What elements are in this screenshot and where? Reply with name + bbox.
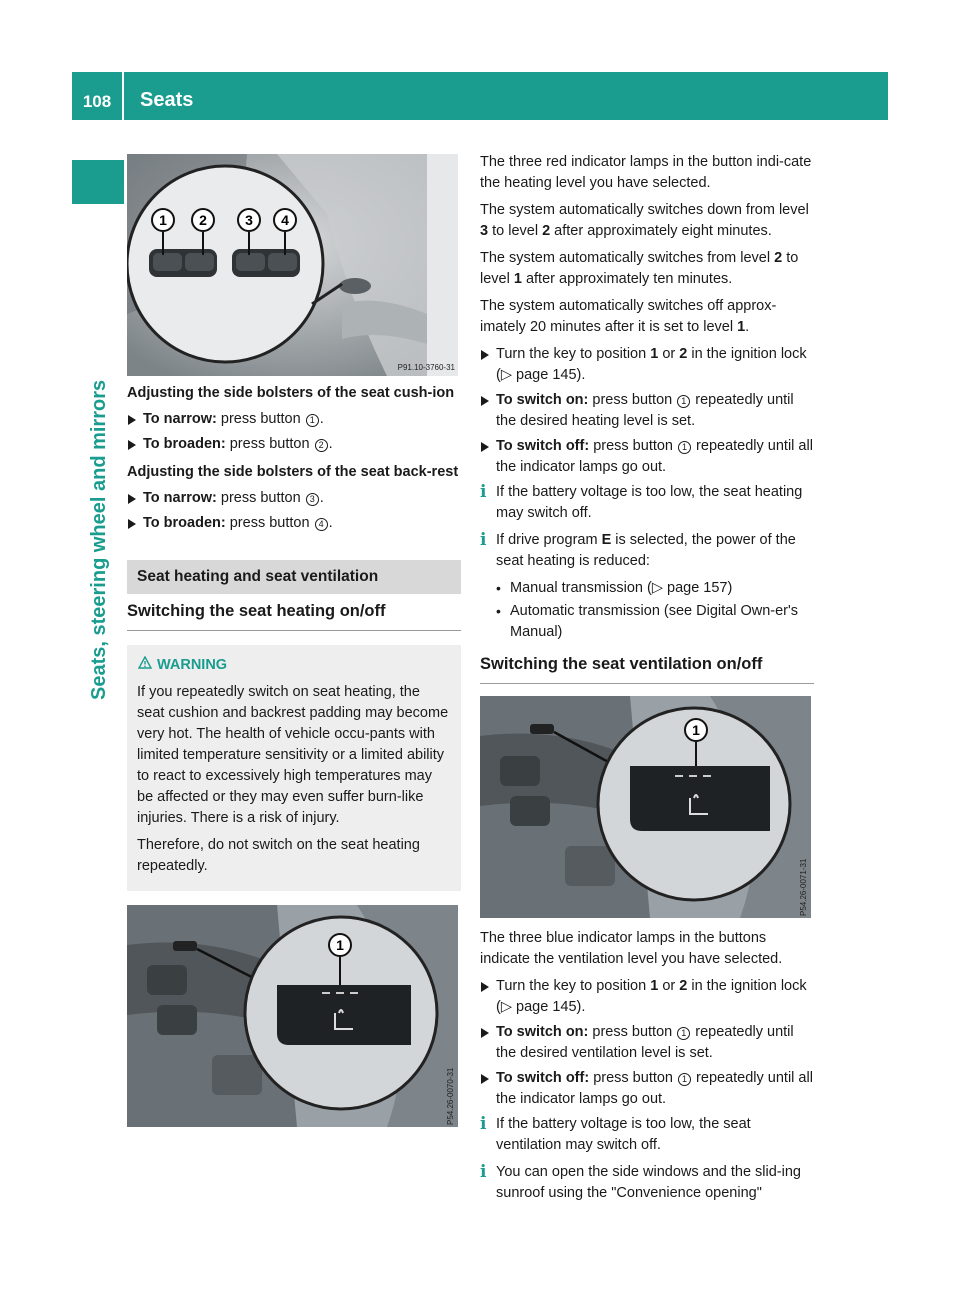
callout-4: 4 <box>281 212 289 228</box>
side-chapter-label: Seats, steering wheel and mirrors <box>88 379 110 700</box>
warning-triangle-icon <box>137 655 153 676</box>
warning-title: WARNING <box>137 655 451 676</box>
step-heating-off: To switch off: press button 1 repeatedly until all the indicator lamps go out. <box>480 436 814 478</box>
warning-text-2: Therefore, do not switch on the seat heating repeatedly. <box>137 837 420 875</box>
figure-seat-bolster-buttons <box>127 154 458 376</box>
left-column <box>127 154 461 1127</box>
step-vent-turn-key: Turn the key to position 1 or 2 in the ignition lock (▷ page 145). <box>480 976 814 1018</box>
callout-1: 1 <box>692 722 700 739</box>
info-icon: i <box>480 1162 487 1183</box>
cushion-heading: Adjusting the side bolsters of the seat cush-ion <box>127 385 455 401</box>
callout-1: 1 <box>336 937 344 954</box>
step-turn-key: Turn the key to position 1 or 2 in the ignition lock (▷ page 145). <box>480 344 814 386</box>
subsection-heating-heading: Switching the seat heating on/off <box>127 600 461 631</box>
right-column <box>480 152 814 1210</box>
figure-code: P91.10-3760-31 <box>397 363 455 372</box>
heating-indicator-text: The three red indicator lamps in the button indi-cate the heating level you have selected. <box>480 154 812 192</box>
step-backrest-narrow: To narrow: press button 3 . <box>127 488 461 509</box>
info-battery-ventilation: i If the battery voltage is too low, the seat ventilation may switch off. <box>480 1114 751 1154</box>
step-vent-on: To switch on: press button 1 repeatedly until the desired ventilation level is set. <box>480 1022 814 1064</box>
subsection-ventilation-heading: Switching the seat ventilation on/off <box>480 653 814 684</box>
ventilation-indicator-text: The three blue indicator lamps in the buttons indicate the ventilation level you have selected. <box>480 930 783 968</box>
figure-seat-ventilation-button <box>480 696 811 918</box>
step-cushion-broaden: To broaden: press button 2 . <box>127 434 461 455</box>
warning-box <box>127 645 461 891</box>
info-icon: i <box>480 530 487 551</box>
info-icon: i <box>480 482 487 503</box>
arrow-reference-icon: ▷ <box>651 580 663 597</box>
figure-code: P54.26-0071-31 <box>799 858 808 917</box>
callout-3: 3 <box>245 212 253 228</box>
step-heating-on: To switch on: press button 1 repeatedly until the desired heating level is set. <box>480 390 814 432</box>
warning-text-1: If you repeatedly switch on seat heating, the seat cushion and backrest padding may become very hot. The health of vehicle occu-pants with limited temperature sensitivity or a limited ability to react to excessively high temperatures may be affected or they may even suffer burn-like injuries. There is a risk of injury. <box>137 684 449 827</box>
callout-2: 2 <box>199 212 207 228</box>
figure-seat-heating-button <box>127 905 458 1127</box>
list-item-manual: • Manual transmission (▷ page 157) <box>480 578 814 599</box>
page-title: Seats <box>140 89 194 111</box>
page-number: 108 <box>72 72 124 120</box>
header-bar <box>72 72 888 120</box>
info-drive-program: i If drive program E is selected, the power of the seat heating is reduced: <box>480 530 796 570</box>
info-convenience-opening: i You can open the side windows and the slid-ing sunroof using the "Convenience opening" <box>480 1162 801 1202</box>
step-cushion-narrow: To narrow: press button 1 . <box>127 409 461 430</box>
heating-switch-level-text: The system automatically switches from level 2 to level 1 after approximately ten minutes. <box>480 250 799 288</box>
list-item-automatic: • Automatic transmission (see Digital Own-er's Manual) <box>480 601 814 643</box>
arrow-reference-icon: ▷ <box>500 367 512 384</box>
side-tab-marker <box>72 160 124 204</box>
heating-switch-off-text: The system automatically switches off approx-imately 20 minutes after it is set to level 1. <box>480 298 777 336</box>
step-backrest-broaden: To broaden: press button 4 . <box>127 513 461 534</box>
arrow-reference-icon: ▷ <box>500 999 512 1016</box>
backrest-heading: Adjusting the side bolsters of the seat back-rest <box>127 463 459 480</box>
info-battery-heating: i If the battery voltage is too low, the seat heating may switch off. <box>480 482 803 522</box>
step-vent-off: To switch off: press button 1 repeatedly until all the indicator lamps go out. <box>480 1068 814 1110</box>
figure-code: P54.26-0070-31 <box>446 1067 455 1126</box>
info-icon: i <box>480 1114 487 1135</box>
heating-switch-down-text: The system automatically switches down from level 3 to level 2 after approximately eight minutes. <box>480 202 809 240</box>
callout-1: 1 <box>159 212 167 228</box>
section-heading-band: Seat heating and seat ventilation <box>127 560 461 594</box>
